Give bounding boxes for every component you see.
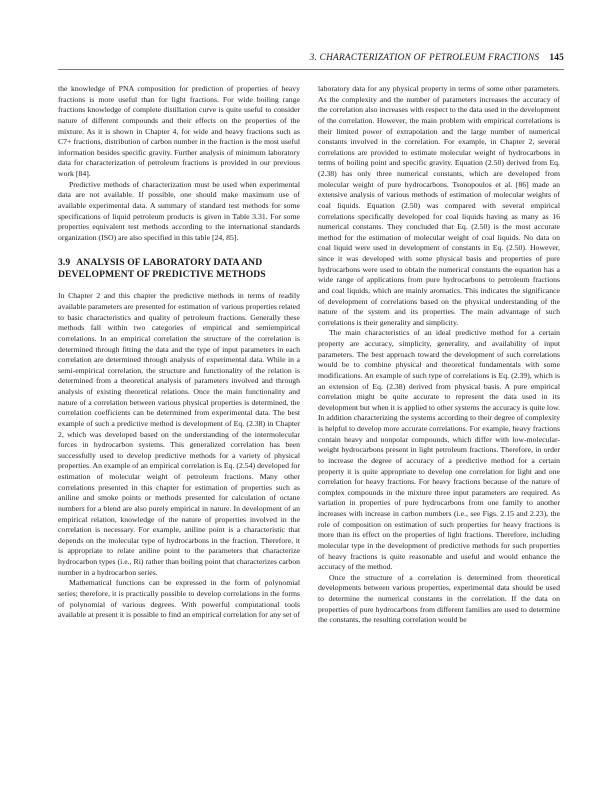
paragraph: Predictive methods of characterization must be used when experimental data are not available. If possible, one should make maximum use of available experimental data. A summary of standard test methods for some specifications of liquid petroleum products is given in Table 3.31. For some properties equivalent test methods according to the international standards organization (ISO) are also specified in this table [24, 85]. [58, 179, 300, 242]
left-column [58, 84, 300, 779]
section-heading [58, 257, 300, 281]
section-number: 3.9 [58, 257, 71, 269]
paragraph: Once the structure of a correlation is determined from theoretical developments between various properties, experimental data should be used to determine the numerical constants in the correlation. If the data on properties of pure hydrocarbons from different families are used to determine the constants, the resulting correlation would be [318, 572, 560, 625]
right-column [318, 84, 560, 779]
paragraph: Mathematical functions can be expressed in the form of polynomial series; therefore, it is practically possible to develop correlations in the forms of polynomial of various degrees. With powerful computational tools available at present it is possible to find an empirical correlation for any set of [58, 578, 300, 620]
running-header [58, 53, 564, 67]
paragraph: laboratory data for any physical property in terms of some other parameters. As the complexity and the number of parameters increases the accuracy of the correlation also increases with respect to the data used in the development of the correlation. However, the main problem with empirical correlations is their limited power of extrapolation and the large number of numerical constants involved in the correlation. For example, in Chapter 2, several correlations are provided to estimate molecular weight of hydrocarbons in terms of boiling point and specific gravity. Equation (2.50) derived from Eq. (2.38) has only three numerical constants, which are developed from molecular weight of pure hydrocarbons. Tsonopoulos et al. [86] made an extensive analysis of various methods of estimation of molecular weights of coal liquids. Equation (2.50) was compared with several empirical correlations specifically developed for coal liquids having as many as 16 numerical constants. They concluded that Eq. (2.50) is the most accurate method for the estimation of molecular weight of coal liquids. No data on coal liquid were used in development of constants in Eq. (2.50). However, since it was developed with some physical basis and properties of pure hydrocarbons were used to obtain the numerical constants the equation has a wide range of applications from pure hydrocarbons to petroleum fractions and coal liquids, which are mainly aromatics. This indicates the significance of development of correlations based on the physical understanding of the nature of the system and its properties. The main advantage of such correlations is their generality and simplicity. [318, 84, 560, 327]
paragraph: In Chapter 2 and this chapter the predictive methods in terms of readily available parameters are presented for estimation of various properties related to basic characteristics and quality of petroleum fractions. Generally these methods fall within two categories of empirical and semiempirical correlations. In an empirical correlation the structure of the correlation is determined through fitting the data and the type of input parameters in each correlation are determined through analysis of experimental data. While in a semi-empirical correlation, the structure and functionality of the relation is determined from a theoretical analysis of parameters involved and through analysis of existing theoretical relations. Once the main functionality and nature of a correlation between various physical properties is determined, the correlation coefficients can be determined from experimental data. The best example of such a predictive method is development of Eq. (2.38) in Chapter 2, which was developed based on the understanding of the intermolecular forces in hydrocarbon systems. This generalized correlation has been successfully used to develop predictive methods for a variety of physical properties. An example of an empirical correlation is Eq. (2.54) developed for estimation of molecular weight of petroleum fractions. Many other correlations presented in this chapter for estimation of properties such as aniline and smoke points or methods presented for calculation of octane numbers for a blend are also purely empirical in nature. In development of an empirical relation, knowledge of the nature of properties involved in the correlation is necessary. For example, aniline point is a characteristic that depends on the molecular type of hydrocarbons in the fraction. Therefore, it is appropriate to relate aniline point to the parameters that characterize hydrocarbon types (i.e., Ri) rather than boiling point that characterizes carbon number in a hydrocarbon series. [58, 291, 300, 577]
page-number: 145 [549, 53, 564, 63]
paragraph: the knowledge of PNA composition for prediction of properties of heavy fractions is more useful than for light fractions. For wide boiling range fractions knowledge of complete distillation curve is quite useful to consider nature of different compounds and their effects on the properties of the mixture. As it is shown in Chapter 4, for wide and heavy fractions such as C7+ fractions, distribution of carbon number in the fraction is the most useful information besides specific gravity. Further analysis of minimum laboratory data for characterization of petroleum fractions is provided in our previous work [84]. [58, 84, 300, 178]
chapter-title: 3. CHARACTERIZATION OF PETROLEUM FRACTIONS [309, 53, 540, 63]
paragraph: The main characteristics of an ideal predictive method for a certain property are accuracy, simplicity, generality, and availability of input parameters. The best approach toward the development of such correlations would be to combine physical and theoretical fundamentals with some modifications. An example of such type of correlations is Eq. (2.39), which is an extension of Eq. (2.38) derived from physical basis. A pure empirical correlation might be quite accurate to represent the data used in its development but when it is applied to other systems the accuracy is quite low. In addition characterizing the systems according to their degree of complexity is helpful to develop more accurate correlations. For example, heavy fractions contain heavy and nonpolar compounds, which differ with low-molecular-weight hydrocarbons present in light petroleum fractions. Therefore, in order to increase the degree of accuracy of a predictive method for a certain property it is quite appropriate to develop one correlation for light and one correlation for heavy fractions. For heavy fractions because of the nature of complex compounds in the mixture three input parameters are required. As variation in properties of pure hydrocarbons from one family to another increases with increase in carbon numbers (i.e., see Figs. 2.15 and 2.23), the role of composition on estimation of such properties for heavy fractions is more than its effect on the properties of light fractions. Therefore, including molecular type in the development of predictive methods for such properties of heavy fractions is quite reasonable and useful and would enhance the accuracy of the method. [318, 328, 560, 572]
section-title: ANALYSIS OF LABORATORY DATA AND DEVELOPMENT OF PREDICTIVE METHODS [58, 257, 266, 281]
header-rule [58, 69, 564, 70]
